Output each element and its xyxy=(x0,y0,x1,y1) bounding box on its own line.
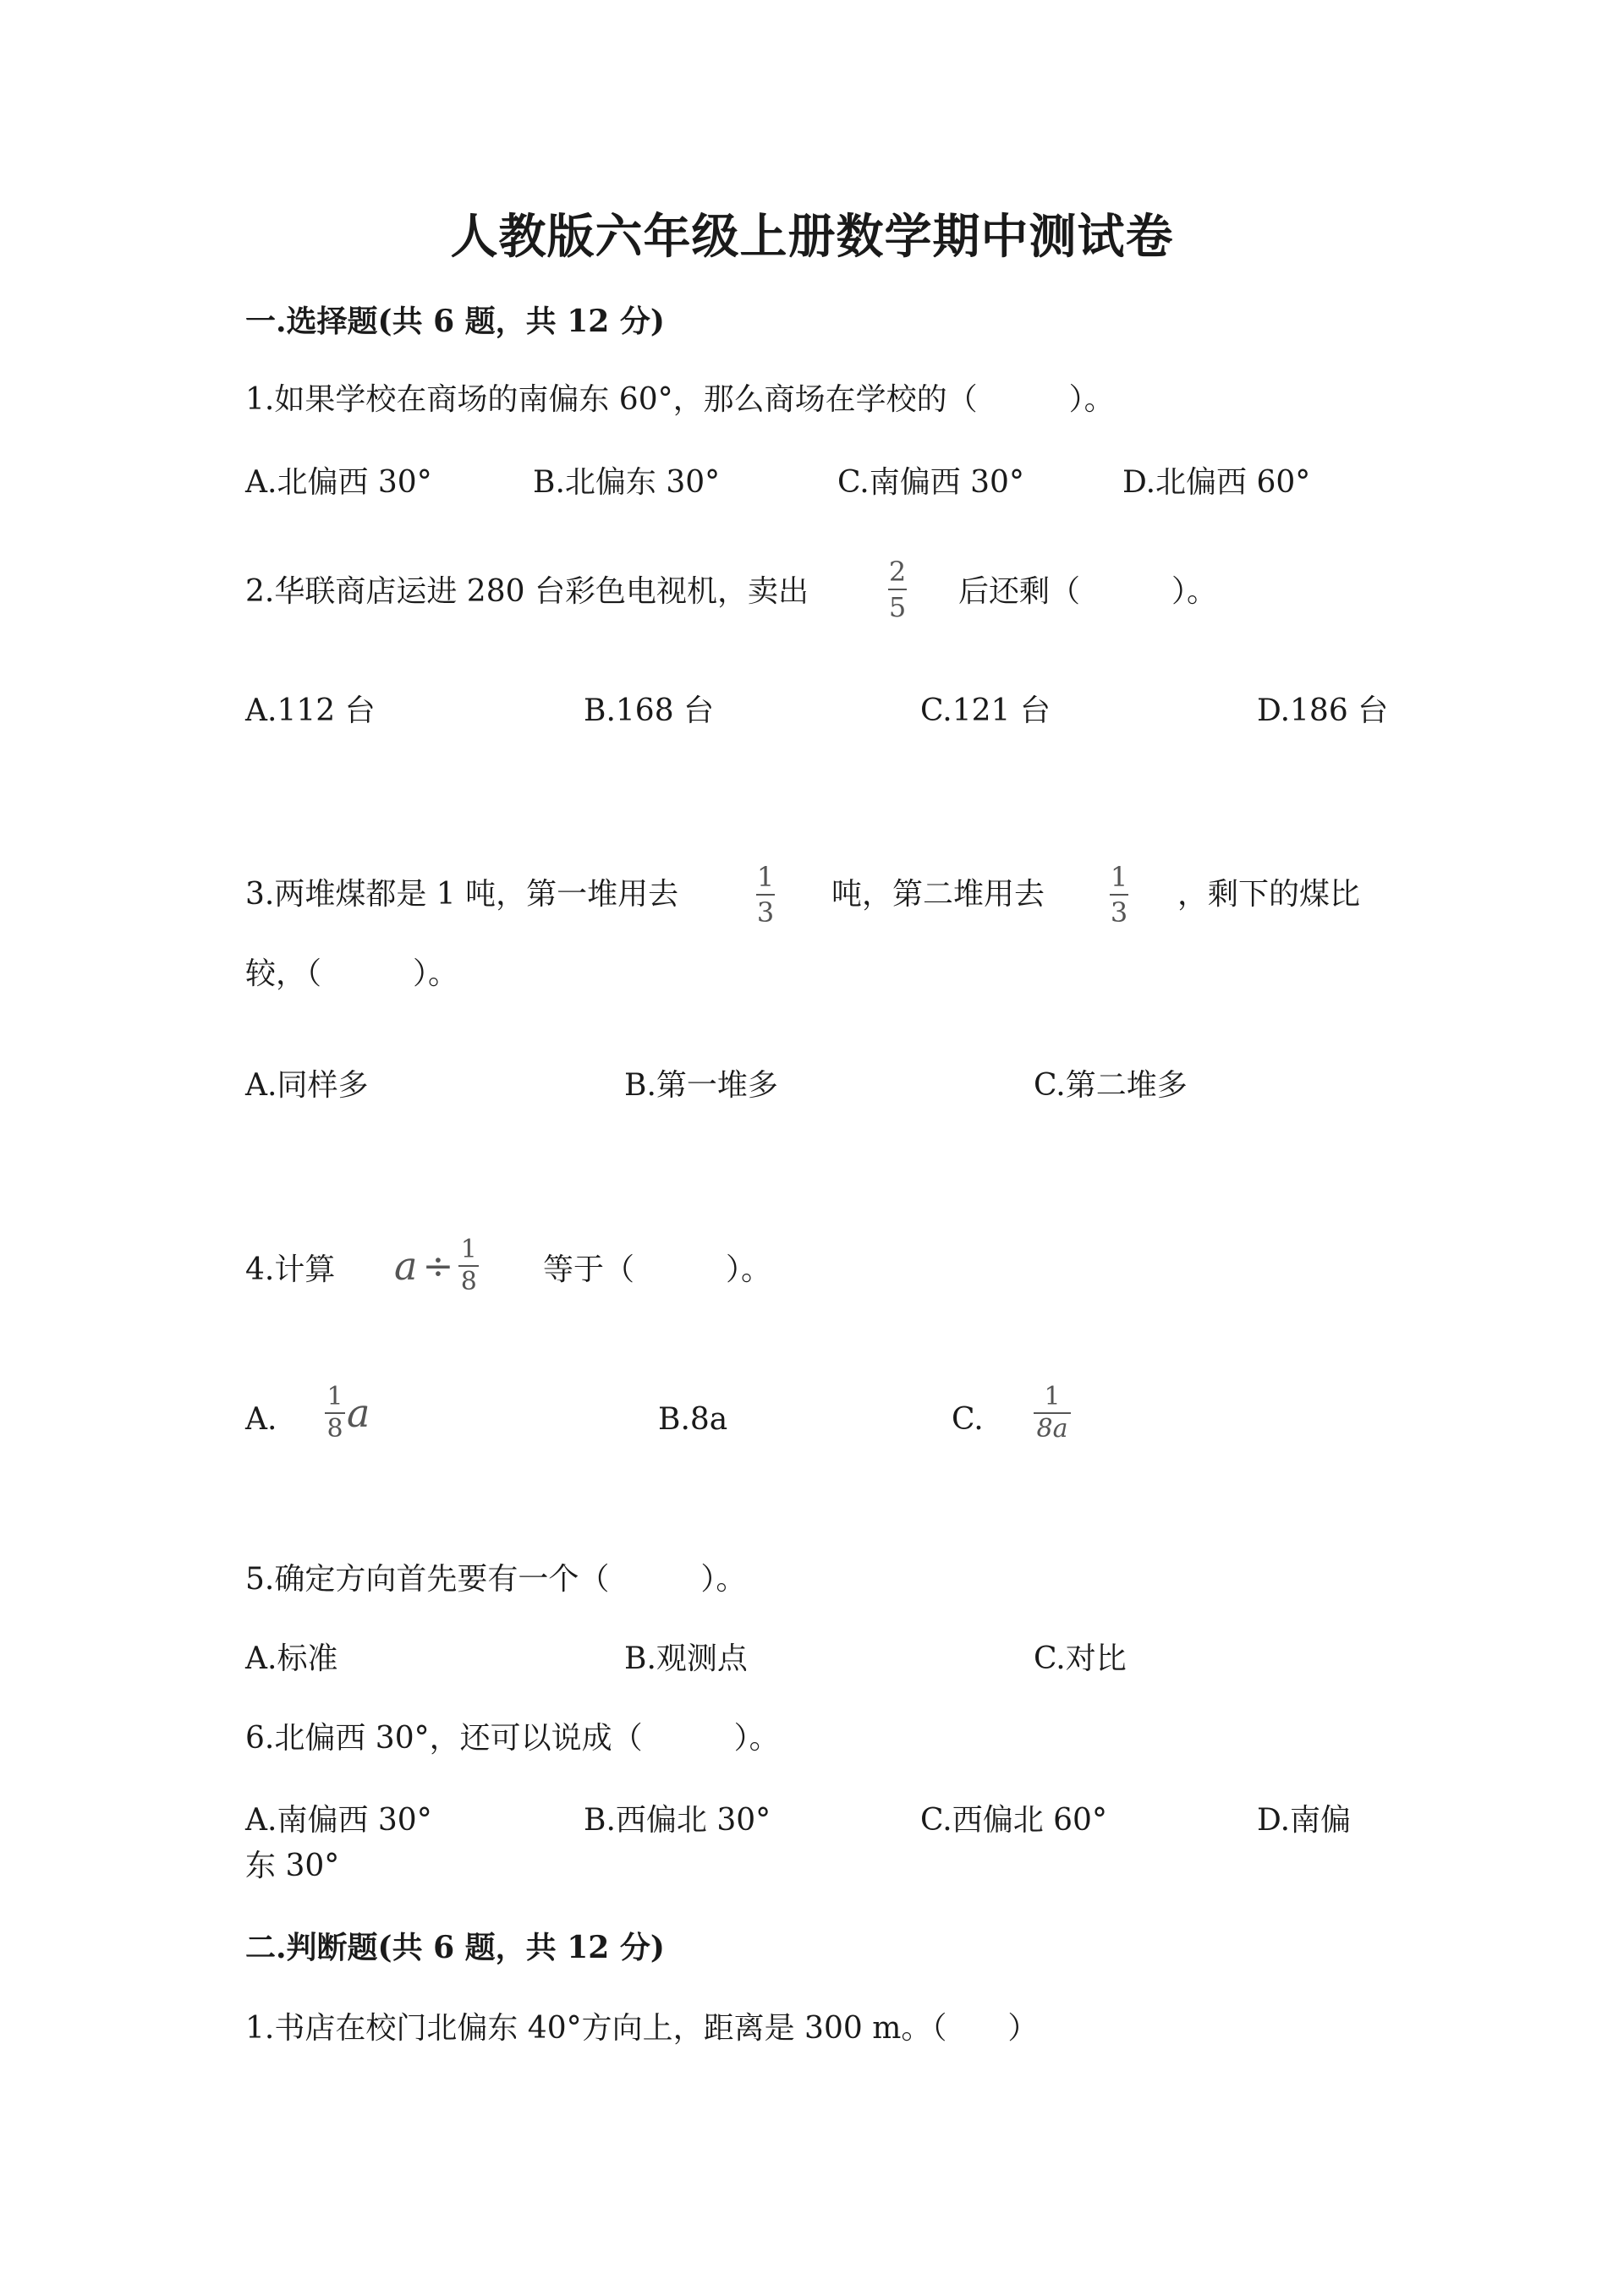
option-c-fraction xyxy=(1034,1384,1071,1443)
section-heading-choice: 一.选择题(共 6 题，共 12 分) xyxy=(245,304,665,339)
question-4-text-before: 4.计算 xyxy=(245,1252,336,1287)
question-6-option-d-wrap: 东 30° xyxy=(245,1849,340,1883)
question-6-option-c: C.西偏北 60° xyxy=(920,1803,1107,1838)
question-1-option-d: D.北偏西 60° xyxy=(1122,465,1311,500)
question-3-option-b: B.第一堆多 xyxy=(624,1068,778,1103)
question-1-option-a: A.北偏西 30° xyxy=(245,465,432,500)
fraction-numerator: 1 xyxy=(326,1382,343,1411)
question-5-text: 5.确定方向首先要有一个（ ）。 xyxy=(245,1562,747,1597)
question-4-expression xyxy=(394,1236,479,1296)
option-a-fraction xyxy=(325,1384,345,1443)
question-2-text-before: 2.华联商店运进 280 台彩色电视机，卖出 xyxy=(245,574,809,609)
fraction-denominator: 5 xyxy=(888,591,907,623)
question-3-text-line2: 较，（ ）。 xyxy=(245,956,459,991)
question-6-option-d: D.南偏 xyxy=(1257,1803,1352,1838)
expression-fraction xyxy=(458,1236,479,1296)
question-2-fraction xyxy=(888,556,907,622)
fraction-numerator: 1 xyxy=(1110,861,1128,893)
question-3-text-part2: 吨，第二堆用去 xyxy=(831,877,1045,912)
question-3-text-part3: ，剩下的煤比 xyxy=(1177,877,1361,912)
fraction-numerator: 1 xyxy=(460,1235,477,1264)
question-2-option-c: C.121 台 xyxy=(920,693,1051,728)
question-1-option-b: B.北偏东 30° xyxy=(533,465,721,500)
divide-operator: ÷ xyxy=(422,1244,454,1288)
question-4-option-b: B.8a xyxy=(658,1402,728,1437)
question-2-option-a: A.112 台 xyxy=(245,693,376,728)
fraction-bar xyxy=(756,894,775,896)
question-5-option-b: B.观测点 xyxy=(624,1641,748,1676)
question-4-option-a-expression xyxy=(325,1384,370,1443)
question-3-text-part1: 3.两堆煤都是 1 吨，第一堆用去 xyxy=(245,877,679,912)
question-1-option-c: C.南偏西 30° xyxy=(837,465,1024,500)
question-3-fraction-2 xyxy=(1110,862,1128,928)
variable-a: a xyxy=(347,1390,370,1436)
judgement-question-1-text: 1.书店在校门北偏东 40°方向上，距离是 300 m。（ ） xyxy=(245,2011,1039,2046)
question-5-option-a: A.标准 xyxy=(245,1641,338,1676)
question-5-option-c: C.对比 xyxy=(1034,1641,1127,1676)
question-1-text: 1.如果学校在商场的南偏东 60°，那么商场在学校的（ ）。 xyxy=(245,382,1115,417)
page-title: 人教版六年级上册数学期中测试卷 xyxy=(450,209,1174,265)
question-4-option-a-label: A. xyxy=(245,1402,277,1437)
fraction-bar xyxy=(1110,894,1128,896)
question-4-text-after: 等于（ ）。 xyxy=(543,1252,772,1287)
fraction-denominator: 8a xyxy=(1036,1414,1068,1444)
question-3-option-c: C.第二堆多 xyxy=(1034,1068,1188,1103)
question-2-text-after: 后还剩（ ）。 xyxy=(958,574,1218,609)
question-4-option-c-label: C. xyxy=(952,1402,984,1437)
fraction-denominator: 3 xyxy=(1110,896,1128,929)
fraction-denominator: 8 xyxy=(326,1414,343,1444)
question-6-text: 6.北偏西 30°，还可以说成（ ）。 xyxy=(245,1721,780,1756)
question-2-option-b: B.168 台 xyxy=(584,693,715,728)
fraction-denominator: 3 xyxy=(756,896,775,929)
question-4-option-c-expression xyxy=(1034,1384,1071,1443)
fraction-bar xyxy=(888,589,907,590)
fraction-numerator: 1 xyxy=(1044,1382,1061,1411)
question-3-option-a: A.同样多 xyxy=(245,1068,369,1103)
fraction-numerator: 1 xyxy=(756,861,775,893)
section-heading-judgement: 二.判断题(共 6 题，共 12 分) xyxy=(245,1930,665,1965)
question-6-option-a: A.南偏西 30° xyxy=(245,1803,432,1838)
question-2-option-d: D.186 台 xyxy=(1257,693,1389,728)
fraction-numerator: 2 xyxy=(888,556,907,588)
fraction-denominator: 8 xyxy=(460,1267,477,1296)
question-3-fraction-1 xyxy=(756,862,775,928)
variable-a: a xyxy=(394,1243,418,1289)
question-6-option-b: B.西偏北 30° xyxy=(584,1803,771,1838)
